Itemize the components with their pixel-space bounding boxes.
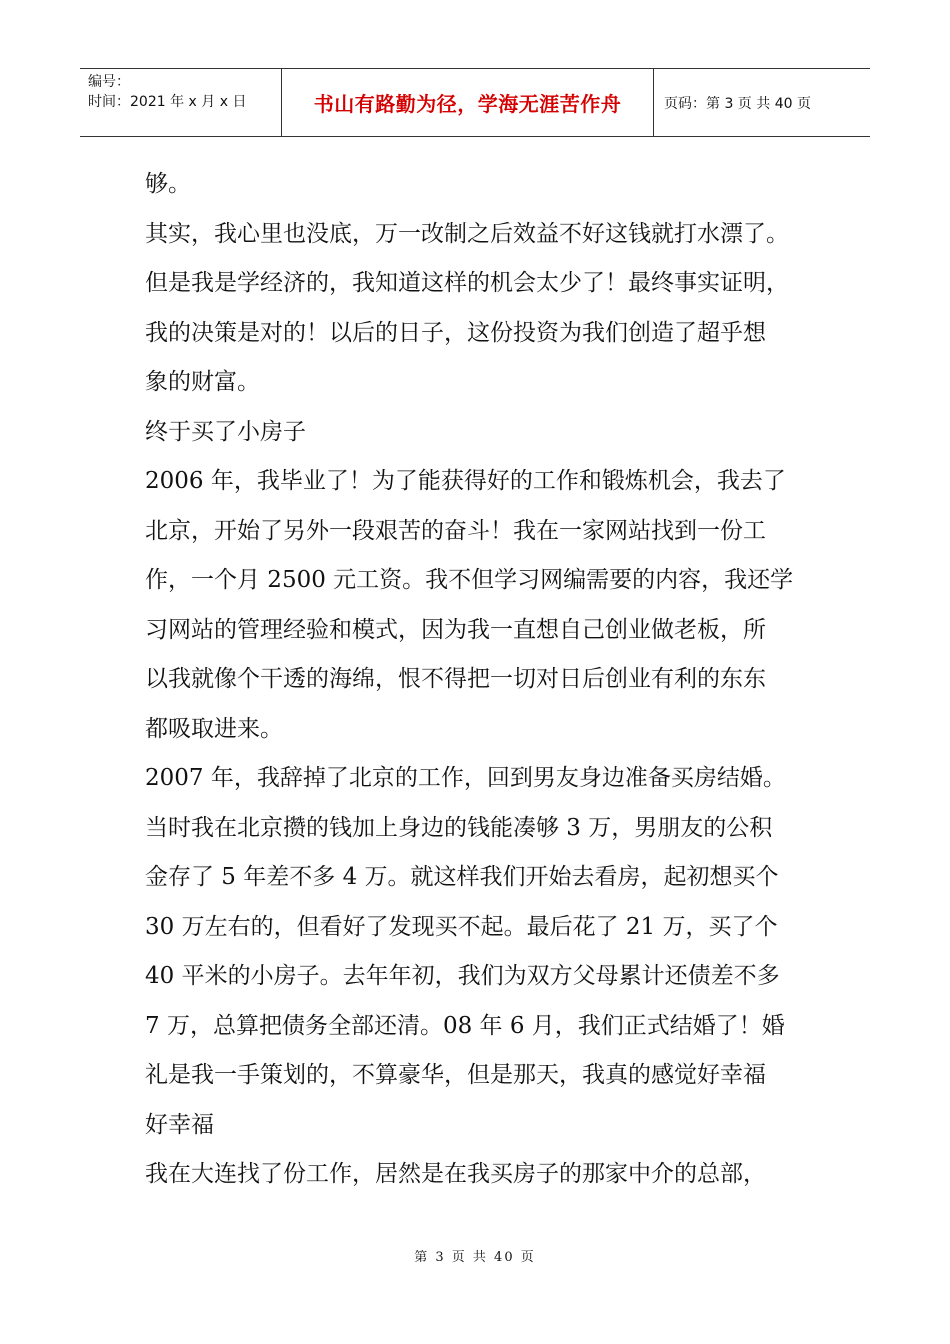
header-page-info	[654, 69, 870, 136]
body-line: 7 万，总算把债务全部还清。08 年 6 月，我们正式结婚了！婚	[145, 1012, 785, 1039]
page-info-text: 页码：第 3 页 共 40 页	[664, 95, 811, 112]
header-meta	[80, 69, 282, 136]
body-line: 北京，开始了另外一段艰苦的奋斗！我在一家网站找到一份工	[145, 517, 766, 544]
page-footer: 第 3 页 共 40 页	[414, 1250, 536, 1265]
body-line: 礼是我一手策划的，不算豪华，但是那天，我真的感觉好幸福	[145, 1062, 766, 1088]
header-motto-cell	[282, 69, 654, 136]
body-line: 2006 年，我毕业了！为了能获得好的工作和锻炼机会，我去了	[145, 468, 786, 494]
body-line: 象的财富。	[145, 369, 260, 395]
number-label: 编号：	[88, 74, 130, 90]
body-line: 2007 年，我辞掉了北京的工作，回到男友身边准备买房结婚。	[145, 765, 786, 791]
body-line: 30 万左右的，但看好了发现买不起。最后花了 21 万，买了个	[145, 913, 778, 940]
body-line: 但是我是学经济的，我知道这样的机会太少了！最终事实证明，	[145, 270, 789, 296]
body-line: 我在大连找了份工作，居然是在我买房子的那家中介的总部，	[145, 1161, 766, 1187]
date-label: 时间：2021 年 x 月 x 日	[88, 94, 247, 110]
body-line: 40 平米的小房子。去年年初，我们为双方父母累计还债差不多	[145, 963, 780, 989]
body-line: 以我就像个干透的海绵，恨不得把一切对日后创业有利的东东	[145, 666, 766, 692]
motto-text: 书山有路勤为径，学海无涯苦作舟	[313, 92, 622, 116]
page-header	[80, 68, 870, 137]
body-line: 当时我在北京攒的钱加上身边的钱能凑够 3 万，男朋友的公积	[145, 814, 773, 841]
section-heading: 终于买了小房子	[145, 418, 306, 445]
body-line: 够。	[145, 171, 191, 197]
document-body	[145, 160, 835, 1200]
body-line: 都吸取进来。	[145, 715, 283, 742]
body-line: 习网站的管理经验和模式，因为我一直想自己创业做老板，所	[145, 616, 766, 643]
body-line: 作，一个月 2500 元工资。我不但学习网编需要的内容，我还学	[145, 567, 794, 593]
body-line: 其实，我心里也没底，万一改制之后效益不好这钱就打水漂了。	[145, 220, 789, 247]
body-line: 我的决策是对的！以后的日子，这份投资为我们创造了超乎想	[145, 319, 766, 346]
body-line: 金存了 5 年差不多 4 万。就这样我们开始去看房，起初想买个	[145, 864, 779, 890]
body-line: 好幸福	[145, 1111, 214, 1138]
